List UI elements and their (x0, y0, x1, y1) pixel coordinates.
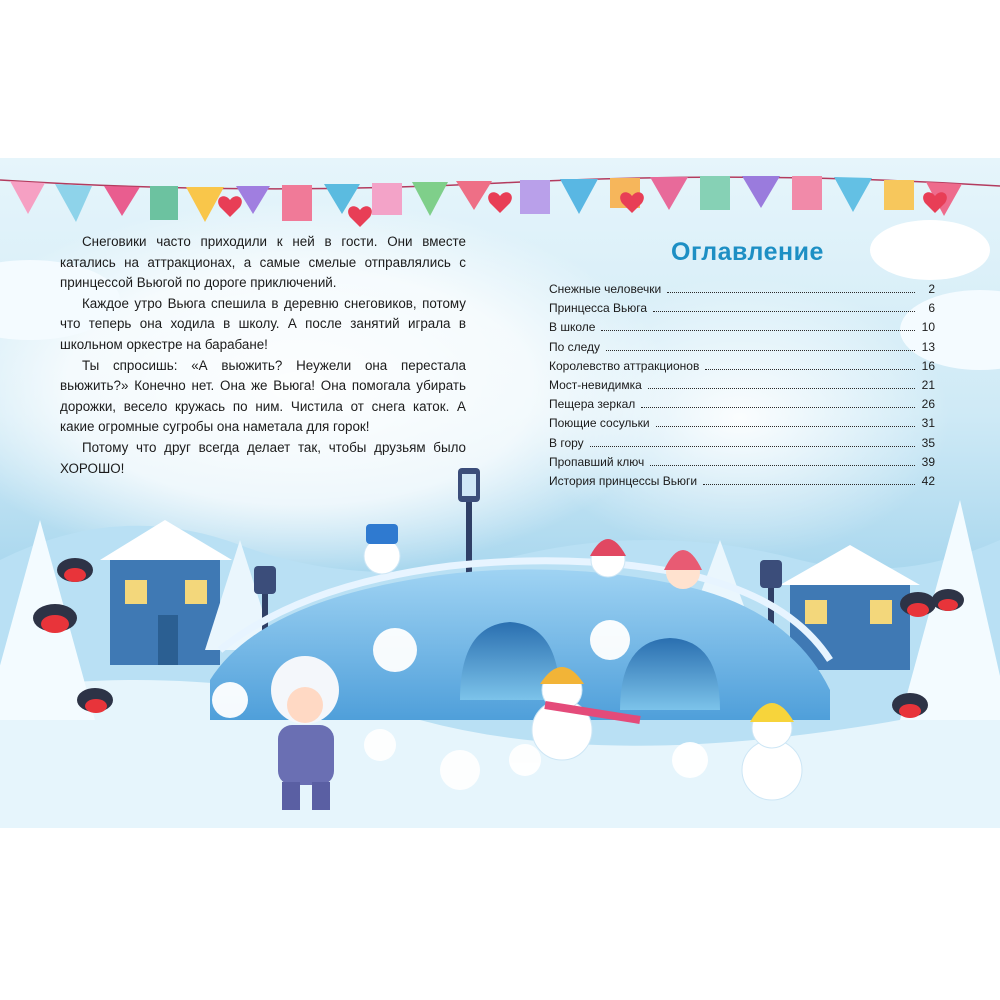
toc-leader-dots (590, 446, 915, 447)
toc-leader-dots (650, 465, 915, 466)
toc-leader-dots (601, 330, 915, 331)
toc-item[interactable] (549, 282, 935, 301)
toc-leader-dots (656, 426, 915, 427)
toc-leader-dots (648, 388, 915, 389)
toc-leader-dots (653, 311, 915, 312)
toc-page-number: 21 (921, 377, 935, 392)
toc-leader-dots (641, 407, 915, 408)
toc-item-label: Пещера зеркал (549, 397, 636, 412)
toc-item[interactable] (549, 320, 935, 339)
toc-page-number: 6 (928, 301, 935, 316)
story-paragraph: Ты спросишь: «А вьюжить? Неужели она перестала вьюжить?» Конечно нет. Она же Вьюга! Она помогала убирать дорожки, весело кружась по ним. Чистила от снега каток. А какие огромные сугробы она наметала для горок! (60, 357, 466, 435)
toc-item-label: В школе (549, 320, 596, 335)
toc-page-number: 2 (928, 282, 935, 296)
toc-leader-dots (705, 369, 915, 370)
book-spread (0, 158, 1000, 828)
toc-item-label: Пропавший ключ (549, 454, 645, 469)
toc-item[interactable] (549, 436, 935, 455)
story-paragraph: Потому что друг всегда делает так, чтобы друзьям было ХОРОШО! (60, 439, 466, 476)
story-text (60, 232, 466, 479)
toc-item-label: История принцессы Вьюги (549, 473, 698, 488)
toc-item[interactable] (549, 455, 935, 474)
toc-item[interactable] (549, 301, 935, 320)
toc-leader-dots (606, 350, 915, 351)
toc-item-label: По следу (549, 339, 601, 354)
toc-item[interactable] (549, 359, 935, 378)
toc-item-label: В гору (549, 435, 584, 450)
toc-item[interactable] (549, 397, 935, 416)
toc-page-number: 39 (921, 454, 935, 469)
bunting-garland (0, 176, 1000, 227)
toc-item[interactable] (549, 416, 935, 435)
toc-item-label: Мост-невидимка (549, 377, 642, 392)
toc-item[interactable] (549, 340, 935, 359)
toc-item-label: Принцесса Вьюга (549, 301, 648, 316)
toc-item-label: Поющие сосульки (549, 416, 650, 431)
toc-page-number: 42 (921, 473, 935, 488)
story-paragraph: Каждое утро Вьюга спешила в деревню снеговиков, потому что теперь она ходила в школу. А после занятий играла в школьном оркестре на барабане! (60, 295, 466, 352)
toc-leader-dots (667, 292, 915, 293)
toc-title: Оглавление (671, 238, 824, 266)
toc-item[interactable] (549, 378, 935, 397)
toc-page-number: 10 (921, 320, 935, 335)
toc-page-number: 16 (921, 358, 935, 373)
bunting-flags (10, 176, 962, 222)
toc-page-number: 13 (921, 339, 935, 354)
toc-item-label: Королевство аттракционов (549, 358, 700, 373)
toc-leader-dots (703, 484, 915, 485)
toc-item-label: Снежные человечки (549, 282, 662, 296)
toc-page-number: 26 (921, 397, 935, 412)
story-paragraph: Снеговики часто приходили к ней в гости. Они вместе катались на аттракционах, а самые смелые отправлялись с принцессой Вьюгой по дороге приключений. (60, 234, 466, 291)
table-of-contents (549, 282, 935, 493)
toc-item[interactable] (549, 474, 935, 493)
toc-page-number: 35 (921, 435, 935, 450)
toc-page-number: 31 (921, 416, 935, 431)
